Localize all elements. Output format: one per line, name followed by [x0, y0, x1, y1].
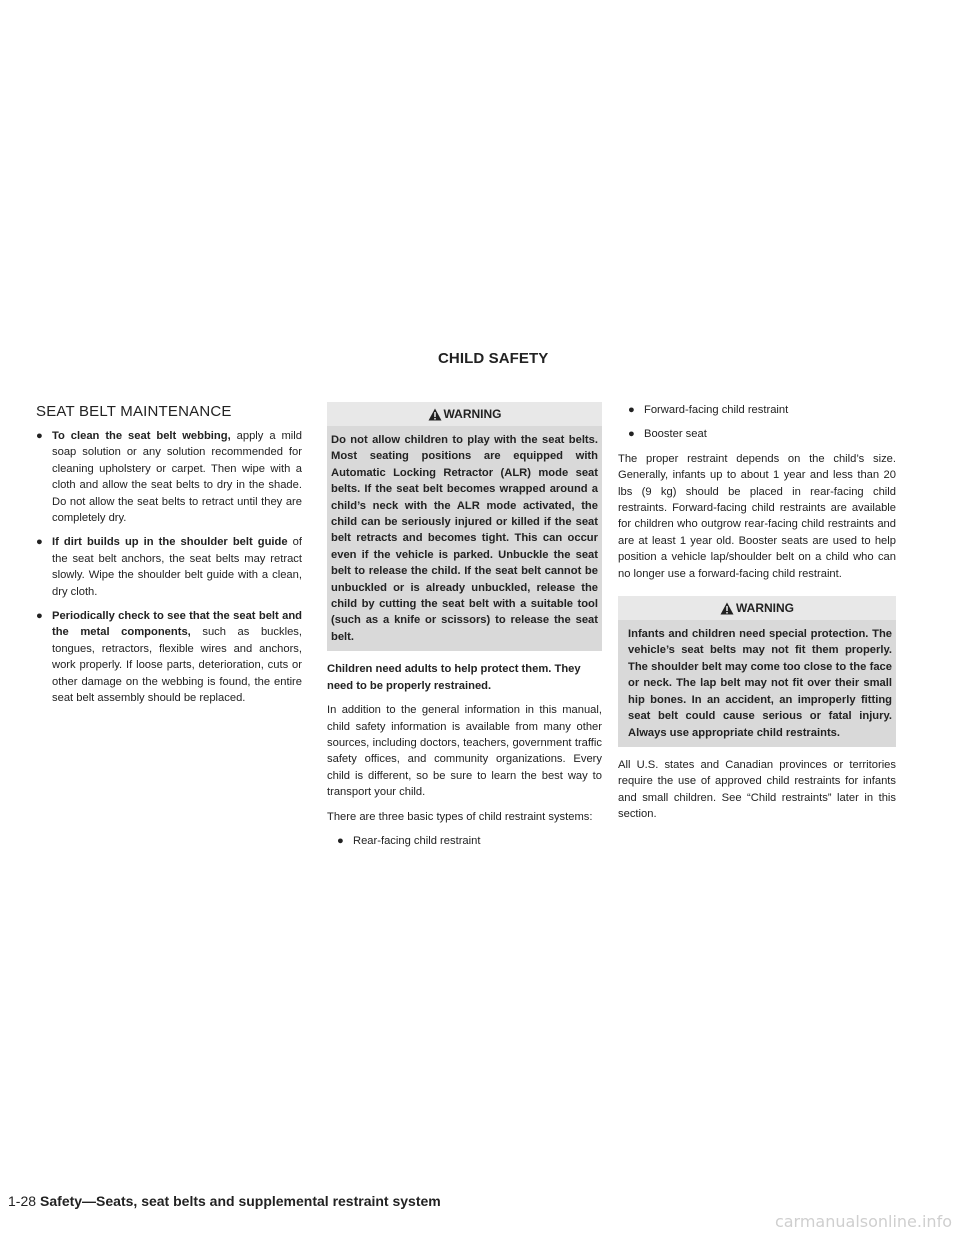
- bullet-lead: If dirt builds up in the shoulder belt guide: [52, 536, 288, 549]
- column-1: [36, 428, 302, 715]
- column-3: [618, 402, 896, 831]
- warning-header: [327, 402, 602, 426]
- subsection-heading: SEAT BELT MAINTENANCE: [36, 403, 232, 420]
- list-item: [36, 428, 302, 526]
- list-item-text: Forward-facing child restraint: [644, 404, 789, 416]
- footer-title: Safety—Seats, seat belts and supplemental restraint system: [40, 1193, 441, 1209]
- paragraph: All U.S. states and Canadian provinces or territories require the use of approved child restraints for infants and small children. See “Child restraints” later in this section.: [618, 758, 896, 821]
- column-2: [327, 402, 602, 857]
- warning-text: Infants and children need special protection. The vehicle’s seat belts may not fit them properly. The shoulder belt may come too close to the face or neck. The lap belt may not fit over their small hip bones. In an accident, an improperly fitting seat belt could cause serious or fatal injury. Always use appropriate child restraints.: [628, 628, 892, 739]
- warning-box: [618, 596, 896, 747]
- watermark: carmanualsonline.info: [774, 1212, 952, 1231]
- warning-title: WARNING: [443, 407, 502, 421]
- bullet-text: apply a mild soap solution or any solution recommended for cleaning upholstery or carpet. Then wipe with a cloth and allow the seat belts to dry in the shade. Do not allow the seat belts to retract until they are completely dry.: [52, 430, 302, 525]
- bullet-text: such as buckles, tongues, retractors, flexible wires and anchors, work properly. If loose parts, deterioration, cuts or other damage on the webbing is found, the entire seat belt assembly should be replaced.: [52, 626, 302, 705]
- paragraph: The proper restraint depends on the child’s size. Generally, infants up to about 1 year and less than 20 lbs (9 kg) should be placed in rear-facing child restraints. Forward-facing child restraints are available for children who outgrow rear-facing child restraints and are at least 1 year old. Booster seats are used to help position a vehicle lap/shoulder belt on a child who can no longer use a forward-facing child restraint.: [618, 452, 896, 580]
- list-item: [628, 402, 896, 418]
- list-item: [36, 534, 302, 600]
- warning-box: [327, 402, 602, 651]
- warning-title: WARNING: [736, 601, 794, 616]
- bullet-lead: Periodically check to see that the seat belt and the metal components,: [52, 610, 302, 639]
- section-title: CHILD SAFETY: [438, 350, 549, 367]
- list-item: [337, 833, 602, 849]
- page-footer: [8, 1193, 441, 1209]
- paragraph: In addition to the general information in this manual, child safety information is available from many other sources, including doctors, teachers, government traffic safety offices, and community organizations. Every child is different, so be sure to learn the best way to transport your child.: [327, 704, 602, 799]
- bullet-text: of the seat belt anchors, the seat belts may retract slowly. Wipe the shoulder belt guide with a clean, dry cloth.: [52, 536, 302, 598]
- bullet-icon: ●: [36, 536, 43, 549]
- list-item-text: Booster seat: [644, 428, 707, 441]
- bullet-icon: ●: [36, 430, 43, 442]
- warning-icon: [428, 408, 442, 421]
- bullet-icon: ●: [36, 610, 43, 623]
- bullet-icon: ●: [628, 428, 635, 441]
- list-item-text: Rear-facing child restraint: [353, 834, 481, 847]
- bullet-icon: ●: [628, 404, 635, 416]
- warning-text: Do not allow children to play with the seat belts. Most seating positions are equipped with Automatic Locking Retractor (ALR) mode seat belts. If the seat belt becomes wrapped around a child’s neck with the ALR mode activated, the child can be seriously injured or killed if the seat belt retracts and becomes tight. This can occur even if the vehicle is parked. Unbuckle the seat belt to release the child. If the seat belt cannot be unbuckled or is already unbuckled, release the child by cutting the seat belt with a suitable tool (such as a knife or scissors) to release the seat belt.: [331, 434, 598, 643]
- bullet-lead: To clean the seat belt webbing,: [52, 430, 231, 442]
- warning-icon: [720, 602, 734, 615]
- bold-paragraph: Children need adults to help protect them. They need to be properly restrained.: [327, 663, 581, 692]
- bullet-icon: ●: [337, 834, 344, 847]
- list-item: [36, 608, 302, 706]
- list-item: [628, 426, 896, 442]
- page-number: 1-28: [8, 1193, 37, 1209]
- paragraph: There are three basic types of child restraint systems:: [327, 810, 593, 823]
- warning-header: [618, 596, 896, 620]
